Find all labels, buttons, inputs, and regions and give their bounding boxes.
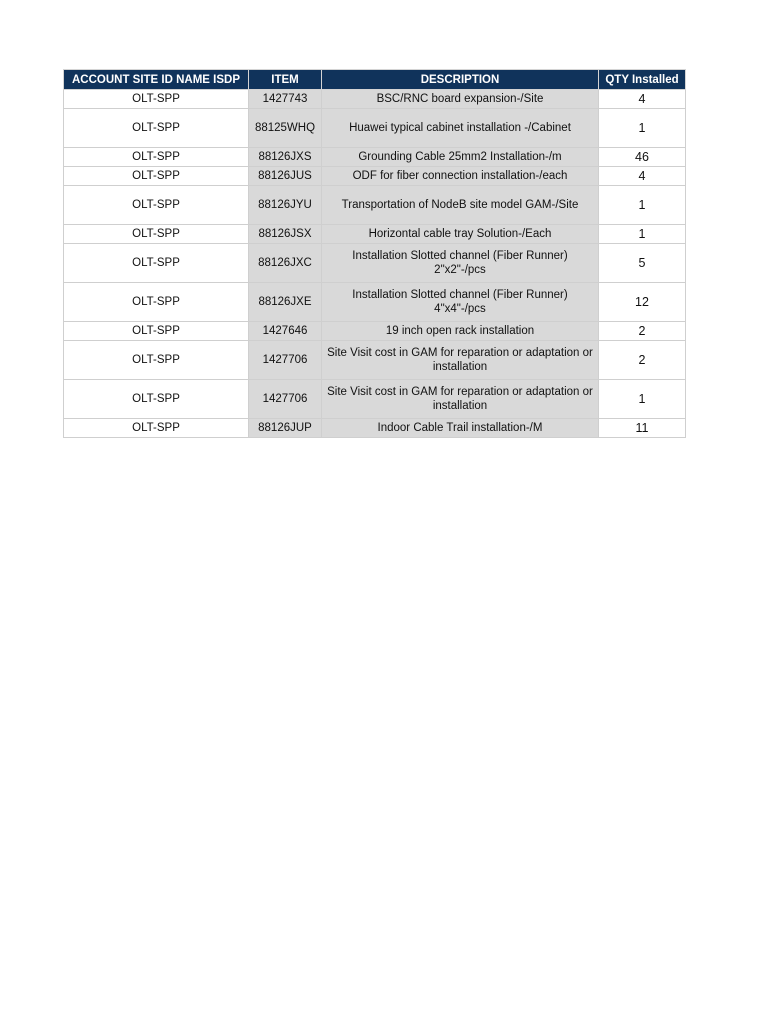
table-row	[64, 380, 686, 419]
cell-qty: 1	[599, 225, 686, 244]
cell-account: OLT-SPP	[64, 109, 249, 148]
cell-item: 1427706	[249, 380, 322, 419]
table-row	[64, 341, 686, 380]
cell-qty: 2	[599, 322, 686, 341]
cell-description: Huawei typical cabinet installation -/Cabinet	[322, 109, 599, 148]
table-row	[64, 225, 686, 244]
cell-qty: 4	[599, 167, 686, 186]
cell-qty: 5	[599, 244, 686, 283]
cell-item: 88125WHQ	[249, 109, 322, 148]
cell-description: Site Visit cost in GAM for reparation or adaptation or installation	[322, 341, 599, 380]
installation-table	[63, 69, 686, 438]
cell-item: 88126JYU	[249, 186, 322, 225]
cell-qty: 4	[599, 90, 686, 109]
cell-description: Horizontal cable tray Solution-/Each	[322, 225, 599, 244]
table-row	[64, 322, 686, 341]
table-header-row	[64, 70, 686, 90]
cell-item: 88126JSX	[249, 225, 322, 244]
cell-description: BSC/RNC board expansion-/Site	[322, 90, 599, 109]
header-qty: QTY Installed	[599, 70, 686, 90]
header-description: DESCRIPTION	[322, 70, 599, 90]
cell-description: 19 inch open rack installation	[322, 322, 599, 341]
cell-account: OLT-SPP	[64, 148, 249, 167]
cell-account: OLT-SPP	[64, 419, 249, 438]
cell-item: 88126JUP	[249, 419, 322, 438]
cell-account: OLT-SPP	[64, 90, 249, 109]
cell-account: OLT-SPP	[64, 225, 249, 244]
cell-description: Installation Slotted channel (Fiber Runner) 4"x4"-/pcs	[322, 283, 599, 322]
table-row	[64, 109, 686, 148]
cell-account: OLT-SPP	[64, 322, 249, 341]
cell-item: 1427646	[249, 322, 322, 341]
header-account: ACCOUNT SITE ID NAME ISDP	[64, 70, 249, 90]
cell-account: OLT-SPP	[64, 244, 249, 283]
cell-description: ODF for fiber connection installation-/each	[322, 167, 599, 186]
cell-item: 88126JXS	[249, 148, 322, 167]
cell-qty: 1	[599, 109, 686, 148]
cell-qty: 1	[599, 380, 686, 419]
cell-description: Indoor Cable Trail installation-/M	[322, 419, 599, 438]
table-row	[64, 90, 686, 109]
cell-item: 88126JXE	[249, 283, 322, 322]
header-item: ITEM	[249, 70, 322, 90]
cell-item: 88126JUS	[249, 167, 322, 186]
cell-account: OLT-SPP	[64, 283, 249, 322]
cell-qty: 11	[599, 419, 686, 438]
cell-item: 1427706	[249, 341, 322, 380]
cell-account: OLT-SPP	[64, 186, 249, 225]
cell-account: OLT-SPP	[64, 167, 249, 186]
cell-qty: 46	[599, 148, 686, 167]
table-row	[64, 148, 686, 167]
cell-qty: 1	[599, 186, 686, 225]
cell-description: Site Visit cost in GAM for reparation or adaptation or installation	[322, 380, 599, 419]
cell-item: 88126JXC	[249, 244, 322, 283]
cell-account: OLT-SPP	[64, 341, 249, 380]
table-row	[64, 419, 686, 438]
cell-item: 1427743	[249, 90, 322, 109]
cell-qty: 2	[599, 341, 686, 380]
table-row	[64, 186, 686, 225]
cell-description: Installation Slotted channel (Fiber Runner) 2"x2"-/pcs	[322, 244, 599, 283]
table-row	[64, 244, 686, 283]
cell-qty: 12	[599, 283, 686, 322]
table-row	[64, 167, 686, 186]
cell-description: Grounding Cable 25mm2 Installation-/m	[322, 148, 599, 167]
cell-account: OLT-SPP	[64, 380, 249, 419]
table-row	[64, 283, 686, 322]
cell-description: Transportation of NodeB site model GAM-/Site	[322, 186, 599, 225]
